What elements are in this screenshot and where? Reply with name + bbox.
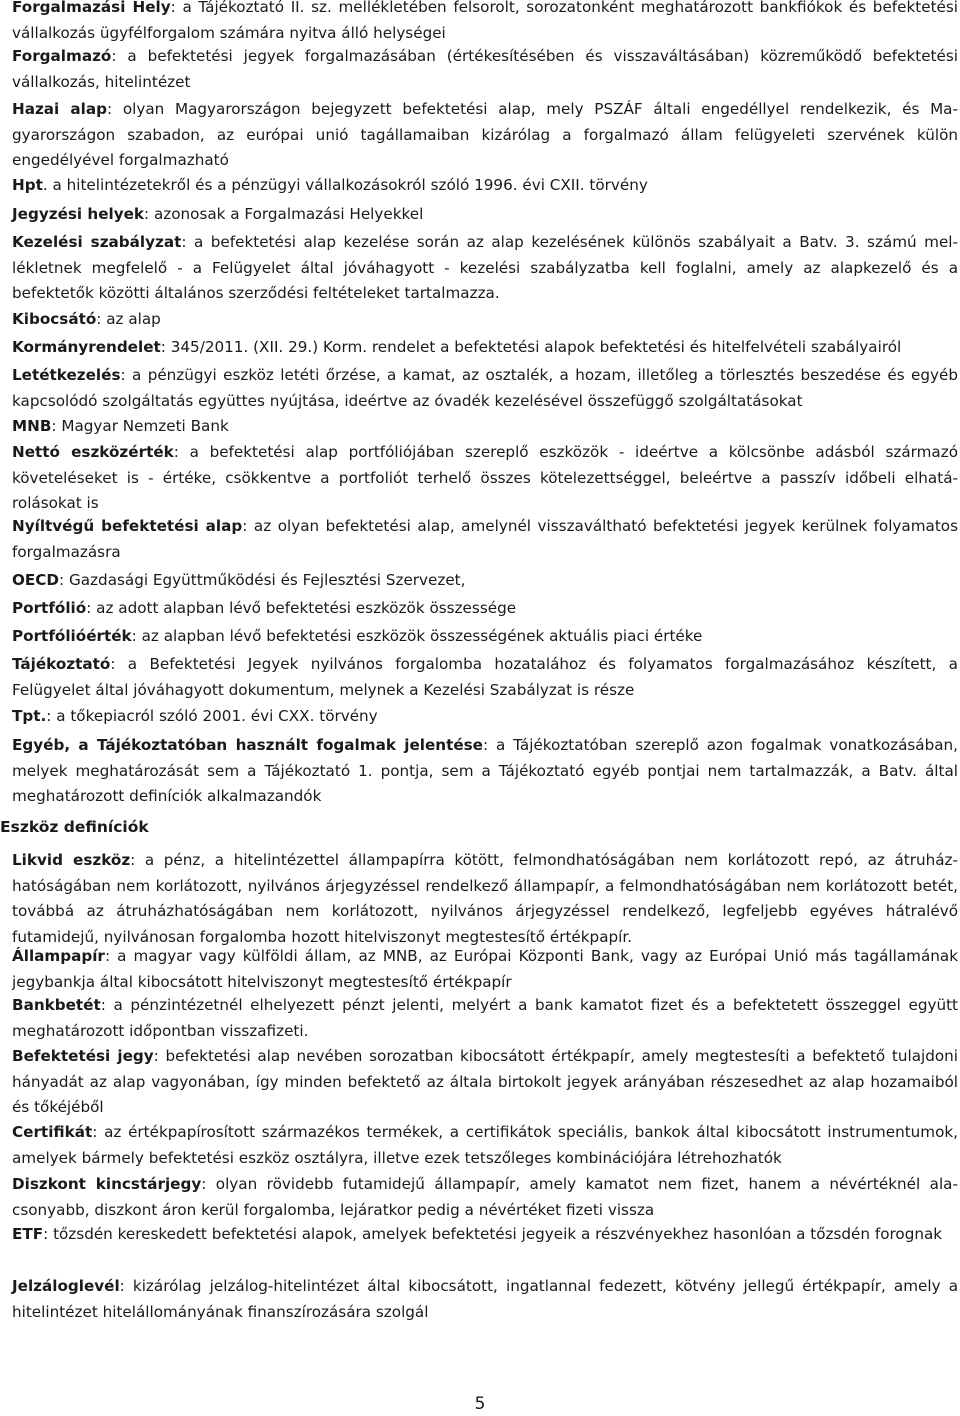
definition-term: MNB bbox=[12, 417, 52, 435]
definition-forgalmazasi-hely bbox=[12, 0, 958, 46]
definition-separator: : bbox=[201, 1175, 216, 1193]
definition-text: az alap bbox=[106, 310, 161, 328]
definition-kibocsato bbox=[12, 307, 958, 333]
definition-separator: : bbox=[482, 736, 496, 754]
definition-term: Tájékoztató bbox=[12, 655, 111, 673]
definition-term: Tpt. bbox=[12, 707, 47, 725]
definition-term: Egyéb, a Tájékoztatóban használt fogalmak jelentése bbox=[12, 736, 483, 754]
definition-term: Diszkont kincstárjegy bbox=[12, 1175, 202, 1193]
page-number: 5 bbox=[474, 1394, 486, 1414]
definition-text: kizárólag jelzálog-hitelintézet által kibocsátott, ingatlannal fedezett, kötvény jellegű értékpapír, amely a hitelintézet hitelállományának finanszírozására szolgál bbox=[12, 1277, 958, 1321]
definition-text: az értékpapírosított származékos termékek, a certifikátok speciális, bankok által kibocsátott instrumentumok, amelyek bármely befektetési eszköz osztályra, illetve ezek tetszőleges kombinációjára létrehozhatók bbox=[12, 1123, 958, 1167]
definition-jelzaloglevel bbox=[12, 1274, 958, 1325]
definition-separator: : bbox=[170, 0, 183, 16]
definition-portfolioertek bbox=[12, 624, 958, 650]
definition-text: az alapban lévő befektetési eszközök összességének aktuális piaci értéke bbox=[141, 627, 703, 645]
definition-text: a pénzintézetnél elhelyezett pénzt jelenti, melyért a bank kamatot fizet és a befektetett összeggel együtt meghatározott időpontban visszafizeti. bbox=[12, 996, 958, 1040]
definition-term: Kezelési szabályzat bbox=[12, 233, 182, 251]
definition-text: a Tájékoztatóban szereplő azon fogalmak vonatkozásában, melyek meghatározását sem a Tájékoztató 1. pontja, sem a Tájékoztató egyéb pontjai nem tartalmazzák, a Batv. által meghatározott definíciók alkalmazandók bbox=[12, 736, 959, 805]
definition-text: a befektetési alap kezelése során az alap kezelésének különös szabályait a Batv. 3. számú mellékletnek megfelelő - a Felügyelet által jóváhagyott - kezelési szabályzatba kell foglalni, amely az alapkezelő és a befektetők közötti általános szerződési feltételeket tartalmazza. bbox=[12, 233, 958, 302]
definition-separator: : bbox=[110, 655, 128, 673]
definition-term: Forgalmazási Hely bbox=[12, 0, 171, 16]
definition-tpt bbox=[12, 704, 958, 730]
definition-term: Forgalmazó bbox=[12, 47, 112, 65]
definition-separator: : bbox=[104, 947, 118, 965]
definition-text: a magyar vagy külföldi állam, az MNB, az Európai Központi Bank, vagy az Európai Unió más tagállamának jegybankja által kibocsátott hitelviszonyt megtestesítő értékpapír bbox=[12, 947, 958, 991]
definition-term: Állampapír bbox=[12, 947, 105, 965]
definition-mnb bbox=[12, 414, 958, 440]
definition-term: Portfólió bbox=[12, 599, 87, 617]
definition-separator: : bbox=[96, 310, 107, 328]
section-heading: Eszköz definíciók bbox=[0, 818, 149, 836]
definition-text: olyan Magyarországon bejegyzett befektetési alap, mely PSZÁF általi engedéllyel rendelkezik, és Magyarországon szabadon, az európai unió tagállamaiban kizárólag a forgalmazó állam felügyeleti szervének külön engedélyével forgalmazható bbox=[12, 100, 958, 169]
definition-text: tőzsdén kereskedett befektetési alapok, amelyek befektetési jegyeik a részvényekhez hasonlóan a tőzsdén forognak bbox=[53, 1225, 943, 1243]
definition-text: a pénz, a hitelintézettel állampapírra kötött, felmondhatóságában nem korlátozott repó, az átruházhatóságában nem korlátozott, nyilvános árjegyzéssel rendelkező állampapír, a felmondhatóságában nem korlátozott betét, továbbá az átruházhatóságában nem korlátozott, nyilvános árjegyzéssel rendelkező, legfeljebb egyéves hátralévő futamidejű, nyilvánosan forgalomba hozott hitelviszonyt megtestesítő értékpapír. bbox=[12, 851, 958, 946]
definition-separator: : bbox=[119, 1277, 133, 1295]
definition-text: Gazdasági Együttműködési és Fejlesztési Szervezet, bbox=[69, 571, 466, 589]
definition-letetkezeles bbox=[12, 363, 958, 414]
definition-separator: : bbox=[86, 599, 97, 617]
definition-separator: : bbox=[242, 517, 254, 535]
definition-text: az olyan befektetési alap, amelynél visszaváltható befektetési jegyek kerülnek folyamatos forgalmazásra bbox=[12, 517, 958, 561]
definition-separator: : bbox=[111, 47, 128, 65]
definition-separator: : bbox=[131, 627, 142, 645]
definition-separator: : bbox=[100, 996, 114, 1014]
definition-separator: : bbox=[144, 205, 154, 223]
definition-separator: : bbox=[92, 1123, 105, 1141]
definition-term: Befektetési jegy bbox=[12, 1047, 154, 1065]
definition-forgalmazo bbox=[12, 44, 958, 95]
definition-term: Hpt bbox=[12, 176, 43, 194]
definition-text: a befektetési jegyek forgalmazásában (értékesítésében és visszaváltásában) közreműködő befektetési vállalkozás, hitelintézet bbox=[12, 47, 958, 91]
definition-separator: : bbox=[181, 233, 194, 251]
definition-likvid-eszkoz bbox=[12, 848, 958, 950]
definition-term: Jegyzési helyek bbox=[12, 205, 145, 223]
definition-term: Kormányrendelet bbox=[12, 338, 161, 356]
definition-text: a tőkepiacról szóló 2001. évi CXX. törvény bbox=[56, 707, 378, 725]
definition-kezelesi-szabalyzat bbox=[12, 230, 958, 307]
definition-etf bbox=[12, 1222, 958, 1248]
definition-text: azonosak a Forgalmazási Helyekkel bbox=[153, 205, 424, 223]
definition-text: a befektetési alap portfóliójában szereplő eszközök - ideértve a kölcsönbe adásból származó követeléseket is - értéke, csökkentve a portfoliót terhelő összes kötelezettséggel, beleértve a passzív időbeli elhatárolásokat is bbox=[12, 443, 958, 512]
definition-term: Likvid eszköz bbox=[12, 851, 131, 869]
definition-separator: : bbox=[130, 851, 145, 869]
definition-term: Hazai alap bbox=[12, 100, 107, 118]
definition-text: az adott alapban lévő befektetési eszközök összessége bbox=[96, 599, 517, 617]
definition-separator: . bbox=[42, 176, 53, 194]
definition-term: Nyíltvégű befektetési alap bbox=[12, 517, 243, 535]
definition-separator: : bbox=[153, 1047, 166, 1065]
definition-text: a Tájékoztató II. sz. mellékletében felsorolt, sorozatonként meghatározott bankfiókok és befektetési vállalkozás ügyfélforgalom számára nyitva álló helységei bbox=[12, 0, 959, 42]
definition-text: 345/2011. (XII. 29.) Korm. rendelet a befektetési alapok befektetési és hitelfelvételi szabályairól bbox=[170, 338, 902, 356]
definition-term: Nettó eszközérték bbox=[12, 443, 174, 461]
definition-text: befektetési alap nevében sorozatban kibocsátott értékpapír, amely megtestesíti a befektető tulajdoni hányadát az alap vagyonában, így minden befektető az általa birtokolt jegyek arányában részesedhet az alap hozamaiból és tőkéjéből bbox=[12, 1047, 958, 1116]
definition-egyeb-fogalmak bbox=[12, 733, 958, 810]
definition-term: Bankbetét bbox=[12, 996, 101, 1014]
definition-diszkont-kincstarjegy bbox=[12, 1172, 958, 1223]
definition-separator: : bbox=[59, 571, 69, 589]
definition-allampapir bbox=[12, 944, 958, 995]
definition-separator: : bbox=[120, 366, 132, 384]
definition-separator: : bbox=[43, 1225, 54, 1243]
definition-bankbetet bbox=[12, 993, 958, 1044]
definition-separator: : bbox=[51, 417, 62, 435]
definition-text: a hitelintézetekről és a pénzügyi vállalkozásokról szóló 1996. évi CXII. törvény bbox=[52, 176, 648, 194]
definition-term: ETF bbox=[12, 1225, 44, 1243]
definition-tajekoztato bbox=[12, 652, 958, 703]
definition-hazai-alap bbox=[12, 97, 958, 174]
definition-separator: : bbox=[46, 707, 57, 725]
definition-oecd bbox=[12, 568, 958, 594]
definition-separator: : bbox=[107, 100, 123, 118]
definition-netto-eszkozertek bbox=[12, 440, 958, 517]
definition-portfolio bbox=[12, 596, 958, 622]
definition-term: Kibocsátó bbox=[12, 310, 97, 328]
definition-text: Magyar Nemzeti Bank bbox=[61, 417, 229, 435]
definition-jegyzesi-helyek bbox=[12, 202, 958, 228]
definition-text: olyan rövidebb futamidejű állampapír, amely kamatot nem fizet, hanem a névértéknél alacsonyabb, diszkont áron kerül forgalomba, lejáratkor pedig a névértéket fizeti vissza bbox=[12, 1175, 958, 1219]
definition-certifikat bbox=[12, 1120, 958, 1171]
definition-term: Jelzáloglevél bbox=[12, 1277, 120, 1295]
definition-kormanyrendelet bbox=[12, 335, 958, 361]
definition-text: a Befektetési Jegyek nyilvános forgalomba hozatalához és folyamatos forgalmazásához készített, a Felügyelet által jóváhagyott dokumentum, melynek a Kezelési Szabályzat is része bbox=[12, 655, 958, 699]
definition-hpt bbox=[12, 173, 958, 199]
definition-separator: : bbox=[160, 338, 171, 356]
definition-term: Certifikát bbox=[12, 1123, 93, 1141]
definition-separator: : bbox=[173, 443, 190, 461]
definition-term: OECD bbox=[12, 571, 60, 589]
definition-text: a pénzügyi eszköz letéti őrzése, a kamat, az osztalék, a hozam, illetőleg a törlesztés beszedése és egyéb kapcsolódó szolgáltatás együttes nyújtása, ideértve az óvadék kezelésével összefüggő szolgáltatásokat bbox=[12, 366, 958, 410]
definition-term: Letétkezelés bbox=[12, 366, 121, 384]
definition-term: Portfólióérték bbox=[12, 627, 132, 645]
definition-befektetesi-jegy bbox=[12, 1044, 958, 1121]
definition-nyiltvegu-befektetesi-alap bbox=[12, 514, 958, 565]
